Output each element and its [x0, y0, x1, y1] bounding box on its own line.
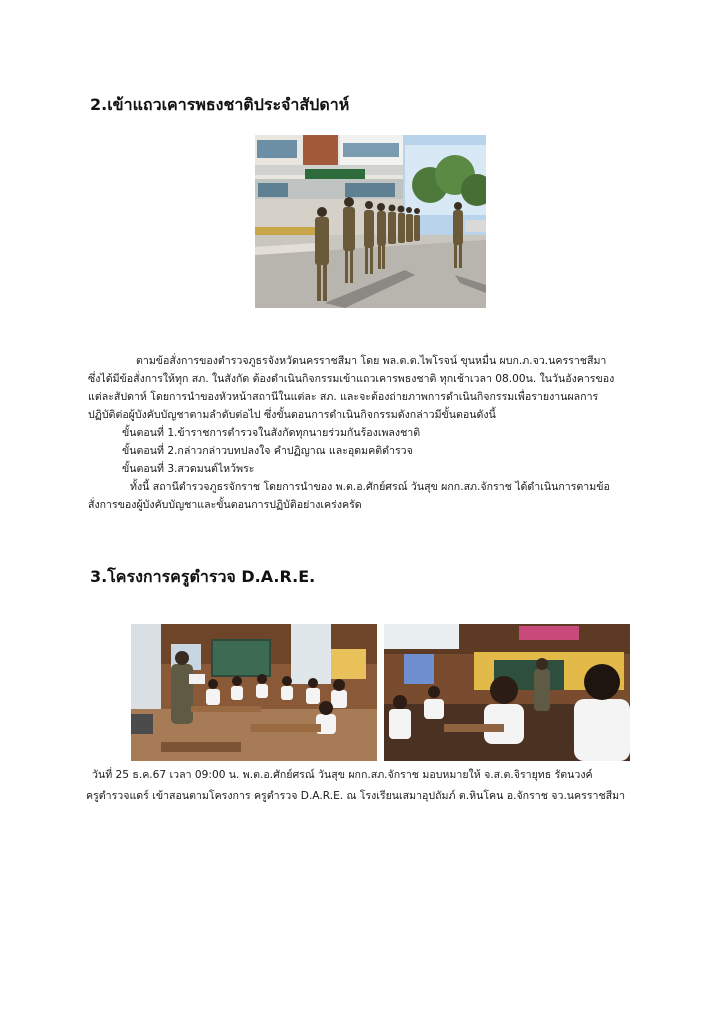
body-line: ปฏิบัติต่อผู้บังคับบัญชาตามลำดับต่อไป ซึ่งขั้นตอนการดำเนินกิจกรรมดังกล่าวมีขั้นตอนดังนี้: [88, 409, 496, 421]
closing-line: สั่งการของผู้บังคับบัญชาและขั้นตอนการปฏิบัติอย่างเคร่งครัด: [88, 499, 362, 511]
body-line: ตามข้อสั่งการของตำรวจภูธรจังหวัดนครราชสีมา โดย พล.ต.ต.ไพโรจน์ ขุนหมื่น ผบก.ภ.จว.นครราชสีมา: [136, 355, 607, 367]
caption-line: วันที่ 25 ธ.ค.67 เวลา 09:00 น. พ.ต.อ.ศักย์ศรณ์ วันสุข ผกก.สภ.จักราช มอบหมายให้ จ.ส.ต.จิรายุทธ รัตนวงค์: [92, 769, 593, 781]
caption-line: ครูตำรวจแดร์ เข้าสอนตามโครงการ ครูตำรวจ D.A.R.E. ณ โรงเรียนเสมาอุปถัมภ์ ต.หินโคน อ.จักราช จว.นครราชสีมา: [86, 790, 626, 802]
section-heading-dare: 3.โครงการครูตำรวจ D.A.R.E.: [90, 567, 316, 586]
body-line: แต่ละสัปดาห์ โดยการนำของหัวหน้าสถานีในแต่ละ สภ. และจะต้องถ่ายภาพการดำเนินกิจกรรมเพื่อรายงานผลการ: [88, 391, 599, 403]
police-lineup-photo: [255, 135, 486, 308]
body-paragraph: [88, 352, 648, 514]
step-item: ขั้นตอนที่ 3.สวดมนต์ไหว้พระ: [122, 463, 255, 475]
classroom-students-photo: [384, 624, 630, 761]
body-line: ซึ่งได้มีข้อสั่งการให้ทุก สภ. ในสังกัด ต้องดำเนินกิจกรรมเข้าแถวเคารพธงชาติ ทุกเช้าเวลา 08.00น. ในวันอังคารของ: [88, 373, 615, 385]
step-item: ขั้นตอนที่ 2.กล่าวกล่าวบทปลงใจ คำปฏิญาณ และอุดมคติตำรวจ: [122, 445, 413, 457]
step-item: ขั้นตอนที่ 1.ข้าราชการตำรวจในสังกัดทุกนายร่วมกันร้องเพลงชาติ: [122, 427, 421, 439]
classroom-teaching-photo: [131, 624, 377, 761]
closing-line: ทั้งนี้ สถานีตำรวจภูธรจักราช โดยการนำของ พ.ต.อ.ศักย์ศรณ์ วันสุข ผกก.สภ.จักราช ได้ดำเนินการตามข้อ: [130, 481, 610, 493]
section-heading-flag-ceremony: 2.เข้าแถวเคารพธงชาติประจำสัปดาห์: [90, 95, 350, 114]
dare-caption: [86, 765, 646, 807]
